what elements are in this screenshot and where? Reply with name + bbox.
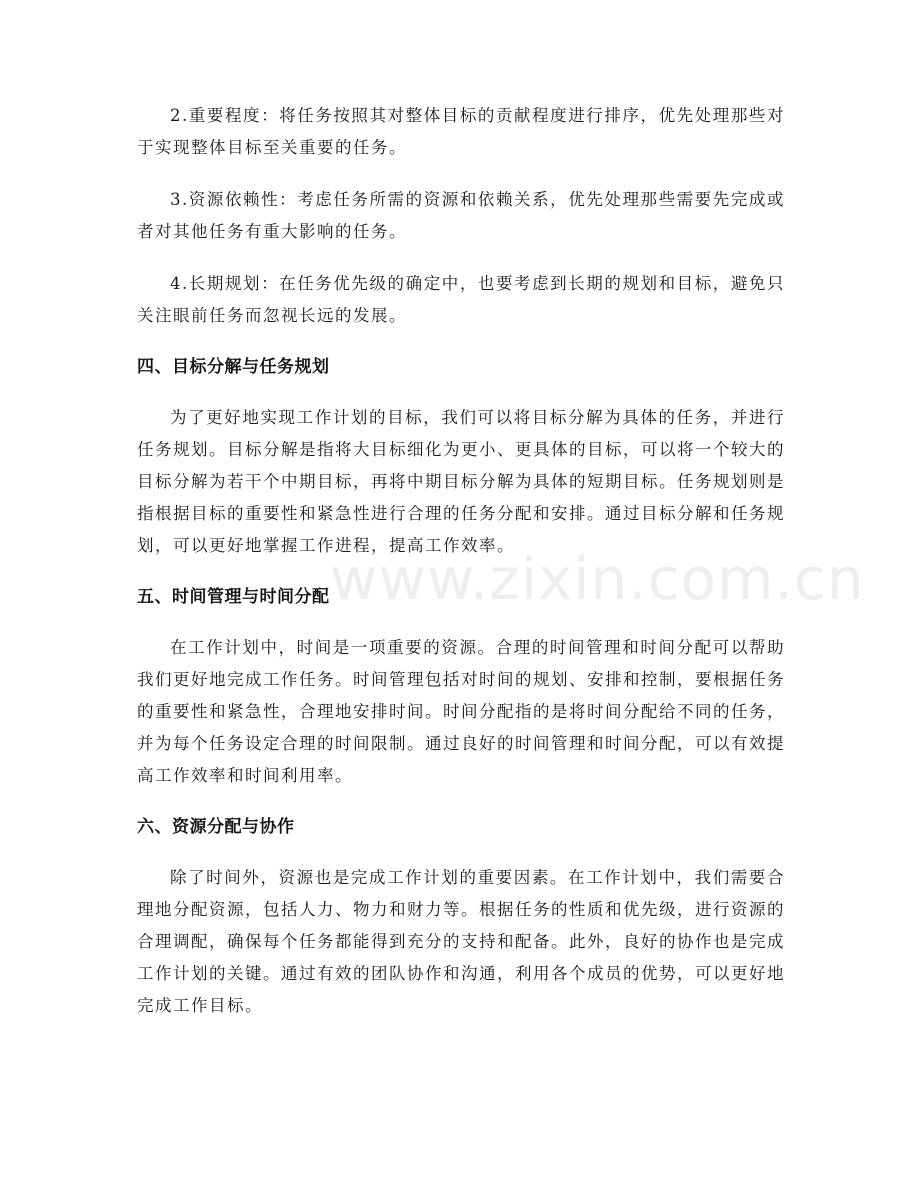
section-body-time-management: 在工作计划中，时间是一项重要的资源。合理的时间管理和时间分配可以帮助我们更好地完成工作任务。时间管理包括对时间的规划、安排和控制，要根据任务的重要性和紧急性，合理地安排时间。时间分配指的是将时间分配给不同的任务，并为每个任务设定合理的时间限制。通过良好的时间管理和时间分配，可以有效提高工作效率和时间利用率。: [137, 638, 785, 785]
watermark: www.zixin.com.cn: [330, 545, 865, 613]
section-heading-time-management: 五、时间管理与时间分配: [137, 587, 330, 607]
paragraph-long-term-planning: 4.长期规划：在任务优先级的确定中，也要考虑到长期的规划和目标，避免只关注眼前任务而忽视长远的发展。: [137, 274, 785, 325]
section-heading-resource-allocation: 六、资源分配与协作: [137, 817, 295, 837]
paragraph-resource-dependency: 3.资源依赖性：考虑任务所需的资源和依赖关系，优先处理那些需要先完成或者对其他任务有重大影响的任务。: [137, 190, 785, 241]
section-body-resource-allocation: 除了时间外，资源也是完成工作计划的重要因素。在工作计划中，我们需要合理地分配资源，包括人力、物力和财力等。根据任务的性质和优先级，进行资源的合理调配，确保每个任务都能得到充分的支持和配备。此外，良好的协作也是完成工作计划的关键。通过有效的团队协作和沟通，利用各个成员的优势，可以更好地完成工作目标。: [137, 868, 785, 1015]
paragraph-importance: 2.重要程度：将任务按照其对整体目标的贡献程度进行排序，优先处理那些对于实现整体目标至关重要的任务。: [137, 106, 785, 157]
section-heading-goal-decomposition: 四、目标分解与任务规划: [137, 357, 330, 377]
document-body: [137, 100, 785, 1042]
section-body-goal-decomposition: 为了更好地实现工作计划的目标，我们可以将目标分解为具体的任务，并进行任务规划。目标分解是指将大目标细化为更小、更具体的目标，可以将一个较大的目标分解为若干个中期目标，再将中期目标分解为具体的短期目标。任务规划则是指根据目标的重要性和紧急性进行合理的任务分配和安排。通过目标分解和任务规划，可以更好地掌握工作进程，提高工作效率。: [137, 408, 785, 555]
